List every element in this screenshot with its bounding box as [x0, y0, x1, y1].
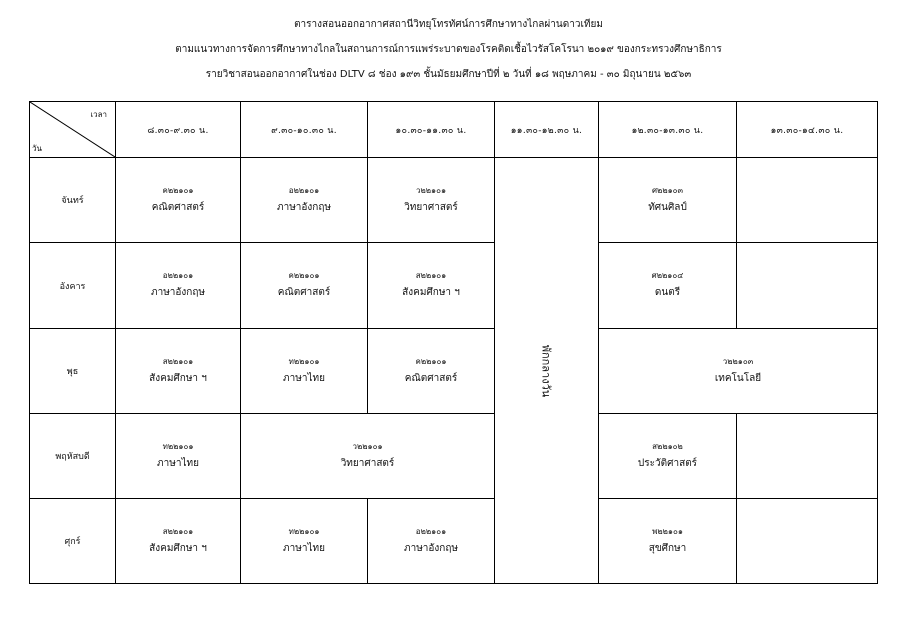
- class-cell: [241, 243, 368, 329]
- table-row: [30, 158, 878, 243]
- class-cell: [599, 243, 737, 329]
- class-cell: [599, 158, 737, 243]
- period-header: ๘.๓๐-๙.๓๐ น.: [116, 102, 241, 158]
- empty-cell: [737, 158, 878, 243]
- day-label: อังคาร: [30, 243, 116, 329]
- day-label: พุธ: [30, 329, 116, 414]
- header-row: [30, 102, 878, 158]
- period-header: ๑๓.๓๐-๑๔.๓๐ น.: [737, 102, 878, 158]
- class-cell: [241, 414, 495, 499]
- period-header: ๑๒.๓๐-๑๓.๓๐ น.: [599, 102, 737, 158]
- title-line-3: รายวิชาสอนออกอากาศในช่อง DLTV ๘ ช่อง ๑๙๓ ชั้นมัธยมศึกษาปีที่ ๒ วันที่ ๑๘ พฤษภาคม - ๓๐ มิถุนายน ๒๕๖๓: [205, 69, 692, 80]
- subject-code: ว๒๒๑๐๑: [415, 185, 447, 195]
- class-cell: [599, 414, 737, 499]
- subject-name: สังคมศึกษา ฯ: [149, 372, 207, 384]
- period-header: ๑๐.๓๐-๑๑.๓๐ น.: [368, 102, 495, 158]
- day-label: ศุกร์: [30, 499, 116, 584]
- empty-cell: [737, 243, 878, 329]
- subject-name: ประวัติศาสตร์: [637, 457, 698, 469]
- timetable: [29, 101, 878, 584]
- subject-name: ภาษาไทย: [283, 542, 325, 554]
- day-label: พฤหัสบดี: [30, 414, 116, 499]
- subject-code: ท๒๒๑๐๑: [162, 441, 194, 451]
- subject-code: ท๒๒๑๐๑: [288, 356, 320, 366]
- table-row: [30, 329, 878, 414]
- subject-code: ศ๒๒๑๐๓: [651, 185, 684, 195]
- subject-code: ศ๒๒๑๐๔: [651, 271, 684, 280]
- class-cell: [368, 158, 495, 243]
- period-header: ๙.๓๐-๑๐.๓๐ น.: [241, 102, 368, 158]
- empty-cell: [737, 414, 878, 499]
- subject-name: ภาษาอังกฤษ: [403, 542, 458, 554]
- subject-name: สังคมศึกษา ฯ: [402, 287, 460, 298]
- subject-code: ว๒๒๑๐๑: [352, 441, 383, 451]
- corner-cell: [30, 102, 116, 158]
- table-row: [30, 414, 878, 499]
- subject-code: ค๒๒๑๐๑: [415, 356, 447, 366]
- subject-name: ภาษาไทย: [157, 457, 199, 469]
- table-row: [30, 499, 878, 584]
- subject-name: ภาษาไทย: [283, 372, 325, 384]
- class-cell: [241, 158, 368, 243]
- subject-code: ค๒๒๑๐๑: [162, 185, 194, 195]
- class-cell: [116, 414, 241, 499]
- class-cell: [368, 329, 495, 414]
- subject-name: คณิตศาสตร์: [277, 287, 331, 298]
- subject-name: ดนตรี: [654, 287, 681, 298]
- subject-code: พ๒๒๑๐๑: [652, 526, 683, 536]
- subject-code: ส๒๒๑๐๒: [652, 441, 683, 451]
- class-cell: [599, 329, 878, 414]
- subject-name: ภาษาอังกฤษ: [150, 287, 205, 298]
- subject-code: ท๒๒๑๐๑: [288, 526, 320, 536]
- empty-cell: [737, 499, 878, 584]
- class-cell: [241, 329, 368, 414]
- subject-name: ภาษาอังกฤษ: [276, 201, 331, 213]
- class-cell: [241, 499, 368, 584]
- subject-name: สังคมศึกษา ฯ: [149, 542, 207, 554]
- subject-name: สุขศึกษา: [648, 542, 687, 554]
- subject-code: ส๒๒๑๐๑: [162, 526, 194, 536]
- title-line-2: ตามแนวทางการจัดการศึกษาทางไกลในสถานการณ์การแพร่ระบาดของโรคติดเชื้อไวรัสโคโรนา ๒๐๑๙ ของกระทรวงศึกษาธิการ: [175, 44, 722, 55]
- class-cell: [368, 499, 495, 584]
- subject-code: อ๒๒๑๐๑: [415, 526, 447, 536]
- class-cell: [116, 499, 241, 584]
- subject-code: ค๒๒๑๐๑: [288, 271, 320, 280]
- subject-name: เทคโนโลยี: [714, 372, 762, 384]
- subject-name: วิทยาศาสตร์: [404, 201, 458, 213]
- table-row: [30, 243, 878, 329]
- subject-code: ว๒๒๑๐๓: [722, 356, 754, 366]
- class-cell: [116, 329, 241, 414]
- subject-name: คณิตศาสตร์: [151, 201, 205, 213]
- subject-name: วิทยาศาสตร์: [340, 457, 395, 469]
- subject-code: ส๒๒๑๐๑: [162, 356, 194, 366]
- subject-name: ทัศนศิลป์: [648, 201, 687, 213]
- lunch-break-cell: [495, 158, 599, 584]
- corner-day-label: วัน: [32, 144, 42, 153]
- day-label: จันทร์: [30, 158, 116, 243]
- class-cell: [368, 243, 495, 329]
- class-cell: [116, 158, 241, 243]
- class-cell: [116, 243, 241, 329]
- period-header: ๑๑.๓๐-๑๒.๓๐ น.: [495, 102, 599, 158]
- subject-code: อ๒๒๑๐๑: [288, 185, 320, 195]
- subject-code: อ๒๒๑๐๑: [162, 271, 194, 280]
- title-line-1: ตารางสอนออกอากาศสถานีวิทยุโทรทัศน์การศึกษาทางไกลผ่านดาวเทียม: [294, 19, 603, 30]
- corner-time-label: เวลา: [90, 110, 107, 119]
- class-cell: [599, 499, 737, 584]
- subject-code: ส๒๒๑๐๑: [415, 271, 447, 280]
- lunch-break-label: พักกลางวัน: [539, 344, 553, 397]
- subject-name: คณิตศาสตร์: [404, 372, 458, 384]
